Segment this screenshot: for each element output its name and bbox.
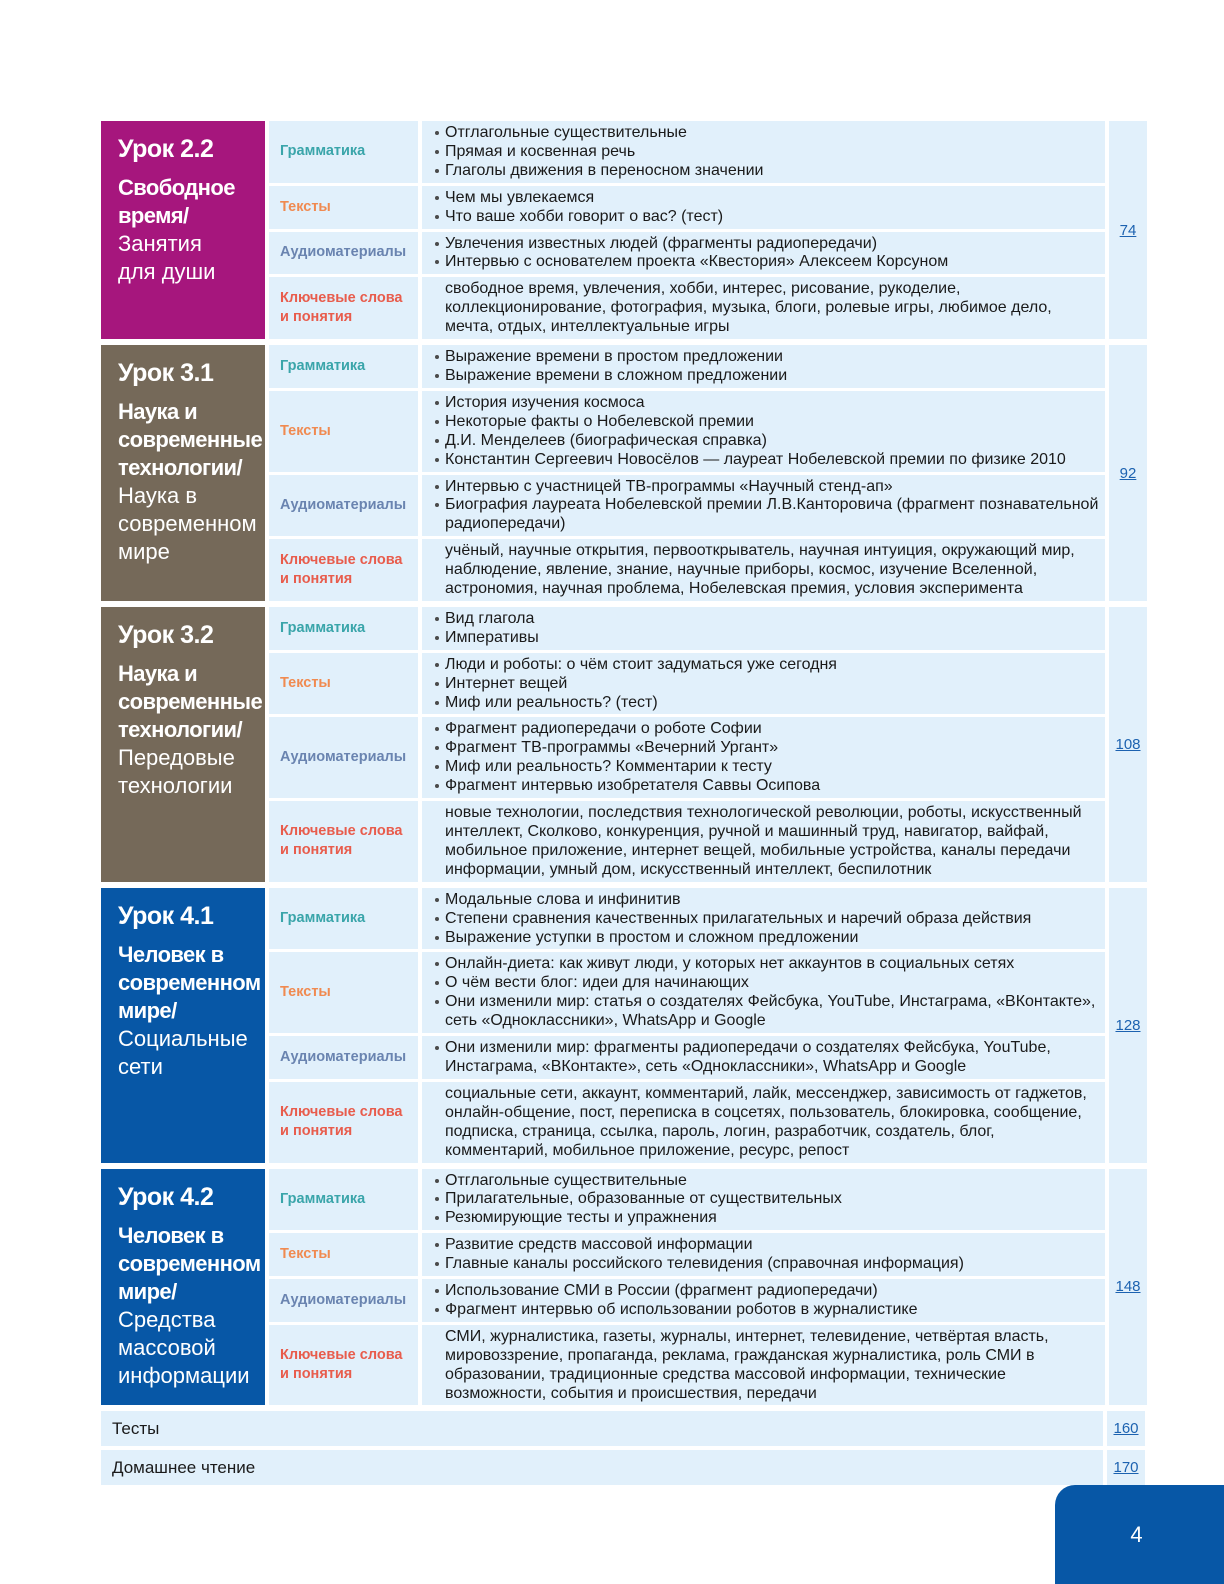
list-item: Миф или реальность? Комментарии к тесту bbox=[433, 758, 1101, 777]
lesson-row bbox=[269, 1279, 1105, 1322]
category-content bbox=[422, 1036, 1105, 1079]
lesson-row bbox=[269, 121, 1105, 183]
page-cell bbox=[1109, 1169, 1147, 1406]
lesson-number: Урок 2.2 bbox=[118, 135, 214, 163]
item-list bbox=[433, 955, 1101, 1031]
lesson-block bbox=[101, 1169, 1145, 1406]
item-list bbox=[433, 348, 1101, 386]
lesson-block bbox=[101, 607, 1145, 882]
list-item: Вид глагола bbox=[433, 610, 1101, 629]
extra-sections bbox=[101, 1411, 1145, 1485]
lesson-title: Человек в современном мире/ bbox=[118, 1222, 261, 1304]
item-list bbox=[433, 656, 1101, 713]
list-item: Фрагмент интервью изобретателя Саввы Осипова bbox=[433, 777, 1101, 796]
list-item: Д.И. Менделеев (биографическая справка) bbox=[433, 432, 1101, 451]
lessons-list bbox=[101, 121, 1145, 1405]
lesson-number: Урок 3.2 bbox=[118, 620, 214, 649]
list-item: Фрагмент интервью об использовании роботов в журналистике bbox=[433, 1301, 1101, 1320]
page-link[interactable]: 148 bbox=[1115, 1278, 1141, 1296]
item-list bbox=[433, 891, 1101, 948]
category-label: Грамматика bbox=[269, 121, 418, 183]
list-item: Люди и роботы: о чём стоит задуматься уже сегодня bbox=[433, 656, 1101, 675]
lesson-number: Урок 4.1 bbox=[118, 901, 214, 930]
list-item: Фрагмент ТВ-программы «Вечерний Ургант» bbox=[433, 739, 1101, 758]
list-item: Прилагательные, образованные от существительных bbox=[433, 1190, 1101, 1209]
lesson-block bbox=[101, 121, 1145, 339]
list-item: Отглагольные существительные bbox=[433, 124, 1101, 143]
category-content bbox=[422, 232, 1105, 275]
lesson-title: Наука и современные технологии/ bbox=[118, 399, 263, 481]
lesson-number: Урок 4.2 bbox=[118, 1182, 214, 1211]
category-content bbox=[422, 653, 1105, 715]
lesson-title: Человек в современном мире/ bbox=[118, 941, 261, 1023]
page-cell bbox=[1107, 1411, 1145, 1446]
list-item: Выражение времени в простом предложении bbox=[433, 348, 1101, 367]
lesson-title: Свободное время/ bbox=[118, 175, 235, 228]
list-item: Прямая и косвенная речь bbox=[433, 143, 1101, 162]
list-item: Использование СМИ в России (фрагмент радиопередачи) bbox=[433, 1282, 1101, 1301]
page-link[interactable]: 92 bbox=[1119, 464, 1137, 482]
page-cell bbox=[1109, 607, 1147, 882]
lesson-rows bbox=[269, 888, 1105, 1163]
category-label: Ключевые слова и понятия bbox=[269, 1082, 418, 1163]
lesson-row bbox=[269, 539, 1105, 601]
lesson-subtitle: Средства массовой информации bbox=[118, 1306, 250, 1388]
list-item: Развитие средств массовой информации bbox=[433, 1236, 1101, 1255]
page-link[interactable]: 108 bbox=[1115, 735, 1141, 753]
category-label: Тексты bbox=[269, 186, 418, 229]
item-list bbox=[433, 1282, 1101, 1320]
category-content bbox=[422, 801, 1105, 882]
list-item: Они изменили мир: фрагменты радиопередачи о создателях Фейсбука, YouTube, Инстаграма, «ВКонтакте», сеть «Одноклассники», WhatsApp и Google bbox=[433, 1039, 1101, 1077]
category-content bbox=[422, 952, 1105, 1033]
keywords-text: свободное время, увлечения, хобби, интерес, рисование, рукоделие, коллекционирование, фотография, музыка, блоги, ролевые игры, любимое дело, мечта, отдых, интеллектуальные игры bbox=[445, 280, 1052, 336]
category-content bbox=[422, 277, 1105, 339]
item-list bbox=[433, 720, 1101, 796]
lesson-subtitle: Занятия для души bbox=[118, 231, 216, 284]
keywords-text: социальные сети, аккаунт, комментарий, лайк, мессенджер, зависимость от гаджетов, онлайн-общение, пост, переписка в соцсетях, пользователь, блокировка, сообщение, подписка, страница, ссылка, пароль, логин, разработчик, создатель, блог, комментарий, мобильное приложение, ресурс, репост bbox=[445, 1084, 1087, 1159]
category-label: Ключевые слова и понятия bbox=[269, 1325, 418, 1406]
category-content bbox=[422, 391, 1105, 472]
lesson-row bbox=[269, 1169, 1105, 1231]
lesson-row bbox=[269, 1325, 1105, 1406]
list-item: Главные каналы российского телевидения (справочная информация) bbox=[433, 1255, 1101, 1274]
lesson-block bbox=[101, 345, 1145, 601]
page-link[interactable]: 128 bbox=[1115, 1016, 1141, 1034]
page-link[interactable]: 160 bbox=[1113, 1420, 1139, 1438]
lesson-row bbox=[269, 653, 1105, 715]
page-link[interactable]: 170 bbox=[1113, 1459, 1139, 1477]
page-cell bbox=[1109, 888, 1147, 1163]
item-list bbox=[433, 1172, 1101, 1229]
category-content bbox=[422, 539, 1105, 601]
category-label: Ключевые слова и понятия bbox=[269, 539, 418, 601]
lesson-row bbox=[269, 186, 1105, 229]
lesson-row bbox=[269, 801, 1105, 882]
lesson-row bbox=[269, 1036, 1105, 1079]
category-label: Тексты bbox=[269, 952, 418, 1033]
lesson-subtitle: Социальные сети bbox=[118, 1025, 248, 1079]
item-list bbox=[433, 1039, 1101, 1077]
page-cell bbox=[1109, 345, 1147, 601]
list-item: Чем мы увлекаемся bbox=[433, 189, 1101, 208]
list-item: О чём вести блог: идеи для начинающих bbox=[433, 974, 1101, 993]
page-number-tab bbox=[1055, 1485, 1224, 1584]
page-number: 4 bbox=[1130, 1521, 1143, 1547]
item-list bbox=[433, 610, 1101, 648]
item-list bbox=[433, 124, 1101, 181]
page-link[interactable]: 74 bbox=[1119, 221, 1137, 239]
category-label: Аудиоматериалы bbox=[269, 475, 418, 537]
category-label: Аудиоматериалы bbox=[269, 1279, 418, 1322]
list-item: Степени сравнения качественных прилагательных и наречий образа действия bbox=[433, 910, 1101, 929]
category-label: Аудиоматериалы bbox=[269, 717, 418, 798]
table-of-contents bbox=[101, 121, 1145, 1489]
section-row bbox=[101, 1450, 1145, 1485]
lesson-header bbox=[101, 1169, 265, 1406]
category-label: Аудиоматериалы bbox=[269, 1036, 418, 1079]
category-content bbox=[422, 1169, 1105, 1231]
lesson-subtitle: Передовые технологии bbox=[118, 744, 235, 798]
lesson-row bbox=[269, 277, 1105, 339]
category-content bbox=[422, 1279, 1105, 1322]
list-item: Модальные слова и инфинитив bbox=[433, 891, 1101, 910]
list-item: История изучения космоса bbox=[433, 394, 1101, 413]
section-label: Домашнее чтение bbox=[101, 1450, 1103, 1485]
lesson-row bbox=[269, 391, 1105, 472]
list-item: Константин Сергеевич Новосёлов — лауреат Нобелевской премии по физике 2010 bbox=[433, 451, 1101, 470]
category-label: Грамматика bbox=[269, 888, 418, 950]
lesson-block bbox=[101, 888, 1145, 1163]
category-label: Ключевые слова и понятия bbox=[269, 277, 418, 339]
list-item: Резюмирующие тесты и упражнения bbox=[433, 1209, 1101, 1228]
list-item: Фрагмент радиопередачи о роботе Софии bbox=[433, 720, 1101, 739]
lesson-rows bbox=[269, 345, 1105, 601]
category-content bbox=[422, 607, 1105, 650]
category-content bbox=[422, 121, 1105, 183]
item-list bbox=[433, 1236, 1101, 1274]
item-list bbox=[433, 394, 1101, 470]
category-content bbox=[422, 717, 1105, 798]
lesson-row bbox=[269, 1082, 1105, 1163]
list-item: Онлайн-диета: как живут люди, у которых нет аккаунтов в социальных сетях bbox=[433, 955, 1101, 974]
lesson-header bbox=[101, 888, 265, 1163]
section-row bbox=[101, 1411, 1145, 1446]
list-item: Выражение времени в сложном предложении bbox=[433, 367, 1101, 386]
category-content bbox=[422, 475, 1105, 537]
section-label: Тесты bbox=[101, 1411, 1103, 1446]
page-cell bbox=[1107, 1450, 1145, 1485]
category-label: Тексты bbox=[269, 1233, 418, 1276]
lesson-row bbox=[269, 345, 1105, 388]
category-label: Аудиоматериалы bbox=[269, 232, 418, 275]
list-item: Отглагольные существительные bbox=[433, 1172, 1101, 1191]
lesson-title: Наука и современные технологии/ bbox=[118, 660, 263, 742]
lesson-subtitle: Наука в современном мире bbox=[118, 483, 257, 565]
category-content bbox=[422, 345, 1105, 388]
category-label: Грамматика bbox=[269, 1169, 418, 1231]
list-item: Биография лауреата Нобелевской премии Л.В.Канторовича (фрагмент познавательной радиопередачи) bbox=[433, 496, 1101, 534]
list-item: Глаголы движения в переносном значении bbox=[433, 162, 1101, 181]
item-list bbox=[433, 189, 1101, 227]
lesson-row bbox=[269, 232, 1105, 275]
list-item: Увлечения известных людей (фрагменты радиопередачи) bbox=[433, 235, 1101, 254]
lesson-rows bbox=[269, 607, 1105, 882]
list-item: Императивы bbox=[433, 629, 1101, 648]
lesson-rows bbox=[269, 1169, 1105, 1406]
category-content bbox=[422, 1233, 1105, 1276]
category-label: Ключевые слова и понятия bbox=[269, 801, 418, 882]
lesson-row bbox=[269, 888, 1105, 950]
item-list bbox=[433, 235, 1101, 273]
lesson-rows bbox=[269, 121, 1105, 339]
category-content bbox=[422, 186, 1105, 229]
lesson-header bbox=[101, 121, 265, 339]
list-item: Интервью с участницей ТВ-программы «Научный стенд-ап» bbox=[433, 478, 1101, 497]
page-cell bbox=[1109, 121, 1147, 339]
lesson-header bbox=[101, 607, 265, 882]
category-label: Грамматика bbox=[269, 607, 418, 650]
list-item: Они изменили мир: статья о создателях Фейсбука, YouTube, Инстаграма, «ВКонтакте», сеть «Одноклассники», WhatsApp и Google bbox=[433, 993, 1101, 1031]
list-item: Что ваше хобби говорит о вас? (тест) bbox=[433, 208, 1101, 227]
lesson-header bbox=[101, 345, 265, 601]
item-list bbox=[433, 478, 1101, 535]
list-item: Интернет вещей bbox=[433, 675, 1101, 694]
list-item: Интервью с основателем проекта «Квестория» Алексеем Корсуном bbox=[433, 253, 1101, 272]
category-content bbox=[422, 1325, 1105, 1406]
keywords-text: учёный, научные открытия, первооткрыватель, научная интуиция, окружающий мир, наблюдение, явление, знание, научные приборы, космос, изучение Вселенной, астрономия, научная проблема, Нобелевская премия, условия эксперимента bbox=[445, 542, 1075, 598]
category-label: Тексты bbox=[269, 391, 418, 472]
lesson-row bbox=[269, 1233, 1105, 1276]
category-label: Тексты bbox=[269, 653, 418, 715]
list-item: Выражение уступки в простом и сложном предложении bbox=[433, 929, 1101, 948]
list-item: Некоторые факты о Нобелевской премии bbox=[433, 413, 1101, 432]
category-content bbox=[422, 1082, 1105, 1163]
keywords-text: новые технологии, последствия технологической революции, роботы, искусственный интеллект, Сколково, конкуренция, ручной и машинный труд, навигатор, вайфай, мобильное приложение, интернет вещей, мобильные устройства, каналы передачи информации, умный дом, искусственный интеллект, беспилотник bbox=[445, 804, 1082, 878]
keywords-text: СМИ, журналистика, газеты, журналы, интернет, телевидение, четвёртая власть, мировоззрение, пропаганда, реклама, гражданская журналистика, роль СМИ в образовании, традиционные средства массовой информации, технические возможности, события и происшествия, передачи bbox=[445, 1327, 1049, 1402]
lesson-row bbox=[269, 607, 1105, 650]
lesson-row bbox=[269, 475, 1105, 537]
lesson-row bbox=[269, 952, 1105, 1033]
list-item: Миф или реальность? (тест) bbox=[433, 694, 1101, 713]
category-content bbox=[422, 888, 1105, 950]
category-label: Грамматика bbox=[269, 345, 418, 388]
lesson-row bbox=[269, 717, 1105, 798]
lesson-number: Урок 3.1 bbox=[118, 359, 214, 388]
